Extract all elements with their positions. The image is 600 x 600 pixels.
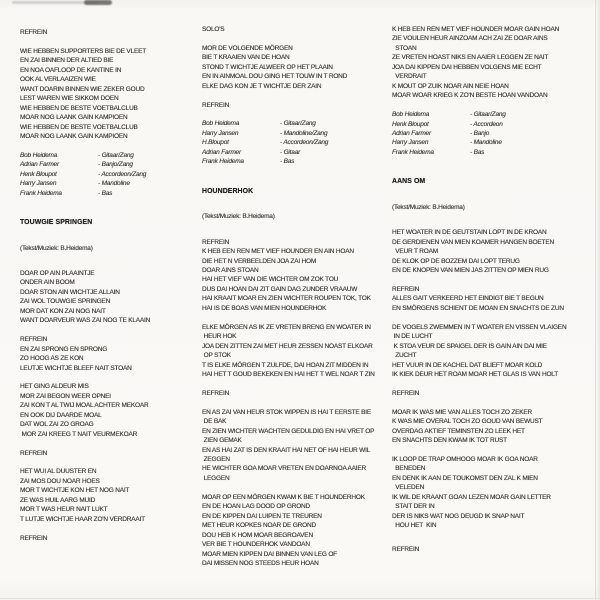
lyric-line: ZIE VOULEN HEUR AINZOAM ACH ZAI ZE DOAR AINS [392,35,548,43]
lyric-line: BENEDEN [392,465,426,473]
musician-instrument: - Banjo/Zang [98,161,133,169]
section-label [20,28,200,37]
lyric-line: K HEB EEN REN MET VIEF HOUNDER MOAR GAIN HOAN [392,26,560,33]
lyric-line: EN DE HOAN LAG DOOD OP GROND [202,503,311,511]
lyric-line: REFREIN [20,336,48,344]
lyric-line: HET WUI AL DUUSTER EN [20,468,97,476]
band-credits [20,151,200,198]
lyric-line: ELKE MÖRGEN AS IK ZE VRETEN BRENG EN WOATER IN [202,323,371,331]
lyric-line: DAT WOL ZAI ZO GROAG [20,421,94,429]
lyric-line: HE WICHTER GOA MOAR VRETEN EN DOARNOA AAIER [202,465,367,473]
musician-name: Frank Heidema [392,148,434,156]
lyric-line: DIE HET N VERBEELDEN JOA ZAI HOM [202,257,317,265]
credit-row [202,157,390,166]
lyric-line: DER IS NIKS WAT NOG DEUGD IK SNAP NAIT [392,512,525,520]
lyric-line: BIE T KRAAIEN VAN DE HOAN [202,54,290,62]
page-bottom-edge [0,598,600,599]
lyric-line: EN NOA OAFLOOP DE KANTINE IN [20,66,122,74]
lyric-line: EN AS ZAI VAN HEUR STOK WIPPEN IS HAI T EERSTE BIE [202,408,372,416]
song-writer-credit [20,244,200,253]
lyric-line: WANT DOARVEUR WAS ZAI NOG TE KLAAIN [20,317,151,325]
lyrics-block [392,228,592,275]
credit-row [20,170,200,179]
lyric-line: LEUTJE WICHTJE BLEEF NAIT STOAN [20,364,132,372]
musician-name: H.Bloupot [202,139,229,147]
lyric-line: ZE VRETEN HOAST NIKS EN AAIER LEGGEN ZE NAIT [392,54,549,62]
lyric-line: IK LOOP DE TRAP OMHOOG MOAR IK GOA NOAR [392,456,538,464]
musician-name: Bob Heidema [202,120,240,128]
musician-name: Adrian Farmer [20,161,59,169]
lyrics-block [202,493,390,569]
lyric-line: HAI KRAAIT MOAR EN ZIEN WICHTER ROUPEN TOK, TOK [202,295,371,303]
section-label [392,389,592,398]
lyrics-block [202,323,390,380]
lyric-line: VEUR T ROAM [392,248,438,256]
song-title-text: AANS OM [392,178,426,186]
lyric-line: ZAI KON T AL TWIJ MOAL ACHTER MEKOAR [20,402,149,410]
credit-row [202,119,390,128]
song-writer-credit [392,203,592,212]
lyric-line: EN SNACHTS DEN KWAM IK TOT RUST [392,437,507,445]
lyric-line: DOU HEB K HOM MOAR BEGROAVEN [202,531,313,539]
lyric-line: K WAS MIE OVERAL TOCH ZO GOUD VAN BEWUST [392,418,543,426]
lyric-line: MOR DE VOLGENDE MÖRGEN [202,44,293,52]
song-title-text: TOUWGIE SPRINGEN [20,219,93,227]
lyric-line: WIE HEBBEN SUPPORTERS BIE DE VLEET [20,47,147,55]
lyric-line: OP STOK [202,352,231,360]
musician-instrument: - Mandoline [470,139,502,147]
lyric-line: MOAR WOAR KRIEG K ZO'N BESTE HOAN VANDOAN [392,92,548,100]
section-label-text: SOLO'S [202,26,225,33]
lyrics-block [20,269,200,326]
credit-row [20,160,200,169]
credit-row [392,120,592,129]
band-credits [202,119,390,166]
lyrics-block [392,455,592,531]
song-title [392,177,592,186]
section-label-text: REFREIN [392,545,420,553]
lyric-line: HET WOATER IN DE GEUTSTAIN LOPT IN DE KROAN [392,229,547,237]
lyric-line: ZIEN GEMAK [202,437,242,445]
page-edge-line [595,0,597,600]
lyrics-block [20,382,200,439]
lyric-line: MOR T WICHTJE KON HET NOG NAIT [20,487,130,495]
lyric-line: DOAR AINS STOAN [202,267,259,275]
lyric-line: STOND T WICHTJE ALWEER OP HET PLAAIN [202,63,333,71]
lyric-line: MOAR NOG LAANK GAIN KAMPIOEN [20,132,128,140]
lyric-line: ZAI WOL TOUWGIE SPRINGEN [20,298,111,306]
lyric-line: VERDRAIT [392,73,427,81]
lyric-line: STAIT DER IN [392,503,435,511]
lyric-line: MOR ZAI KREEG T NAIT VEURMEKOAR [20,430,138,438]
song-writer-credit-text: (Tekst/Muziek: B.Heidema) [20,244,93,252]
musician-name: Frank Heidema [202,158,244,166]
lyric-line: EN SMÖRGENS SCHIENT DE MOAN EN SNACHTS DE ZUN [392,304,564,312]
song-writer-credit-text: (Tekst/Muziek: B.Heidema) [392,203,465,211]
musician-instrument: - Gitaar/Zang [470,111,506,119]
lyrics-block [202,408,390,484]
musician-name: Harry Jansen [202,129,239,137]
section-label-text: REFREIN [20,449,48,457]
lyric-line: HAI HET VIEF VAN DIE WICHTER OM ZOK TOU [202,276,339,284]
credit-row [20,179,200,188]
section-label [202,101,390,110]
lyric-line: EN AS HAI ZAT IS DEN KRAAIT HAI NET OF HAI HEUR WIL [202,446,371,454]
song-title [202,187,390,196]
song-writer-credit [202,212,390,221]
song-writer-credit-text: (Tekst/Muziek: B.Heidema) [202,213,275,221]
musician-instrument: - Bas [98,189,113,197]
lyrics-block [20,467,200,524]
page-edge-shade [596,0,600,600]
credit-row [20,151,200,160]
lyric-line: ZAI MOS DOU NOAR HOES [20,477,100,485]
lyric-line: DE BAK [202,418,227,426]
lyric-line: EN DE KNOPEN VAN MIEN JAS ZITTEN OP MIEN RUG [392,267,549,275]
lyric-line: MET HEUR KOPKES NOAR DE GROND [202,522,316,530]
lyric-line: ZEGGEN [202,456,230,464]
lyric-line: EN OOK DIJ DAARDE MOAL [20,411,102,419]
lyric-line: ONDER AIN BOOM [20,279,75,287]
lyric-line: MOR ZAI BEGON WEER OPNEI [20,392,111,400]
lyric-line: DE KLOK OP DE BOZZEM DAI LOPT TERUG [392,257,520,265]
lyric-line: JOA DEN ZITTEN ZAI MET HEUR ZESSEN NOAST ELKOAR [202,342,373,350]
lyric-line: ZUCHT [392,352,417,360]
musician-instrument: - Accordeon [470,120,503,128]
section-label [202,389,390,398]
lyrics-block [392,323,592,380]
musician-instrument: - Gitaar [280,148,301,156]
lyric-line: HET GING ALDEUR MIS [20,383,89,391]
lyrics-block [20,47,200,142]
lyric-line: MOR DAT KON ZAI NOG NAIT [20,307,106,315]
musician-instrument: - Bas [280,158,295,166]
lyric-line: WANT DOARIN BINNEN WIE ZEKER GOUD [20,85,145,93]
musician-name: Adrian Farmer [202,148,241,156]
lyric-line: LEGGEN [202,474,230,482]
lyric-line: ELKE DAG KON JE T WICHTJE DER ZAIN [202,82,322,90]
musician-instrument: - Accordeon/Zang [280,139,329,147]
musician-name: Adrian Farmer [392,129,431,137]
lyric-line: EN ZAI SPRONG EN SPRONG [20,345,108,353]
lyric-line: VELEDEN [392,484,425,492]
lyric-line: EN DE KIPPEN DAI LUIPEN TE TREUREN [202,512,322,520]
credit-row [202,148,390,157]
lyric-line: IN DE LUCHT [392,333,433,341]
credit-row [20,189,200,198]
musician-instrument: - Mandoline/Zang [280,129,328,137]
lyric-line: DOAR STON AIN WICHTJE ALLAIN [20,288,120,296]
lyric-line: EN ZIEN WICHTER WACHTEN GEDULDIG EN HAI VRET OP [202,427,375,435]
lyric-line: MOR T WAS HEUR NAIT LUKT [20,506,108,514]
lyric-line: DUS DAI HOAN DAI ZIT GAIN DAG ZUNDER VRAAUW [202,285,358,293]
lyric-line: HAI IS DE BOAS VAN MIEN HOUNDERHOK [202,304,327,312]
musician-name: Frank Heidema [20,189,62,197]
musician-instrument: - Banjo [470,129,490,137]
lyric-line: WIE HEBBEN DE BESTE VOETBALCLUB [20,123,138,131]
lyric-line: DAI MISSEN NOG STEEDS HEUR HOAN [202,560,319,567]
lyric-line: MOAR OP EEN MÖRGEN KWAM K BIE T HOUNDERHOK [202,493,365,501]
section-label [20,534,200,543]
lyric-line: HEUR HOK [202,333,237,341]
band-credits [392,110,592,157]
musician-name: Bob Heidema [20,151,58,159]
lyrics-column-middle [202,0,390,578]
lyrics-column-right [392,0,592,564]
section-label-text: REFREIN [202,389,230,397]
lyric-line: T IS ELKE MÖRGEN T ZULFDE, DAI HOAN ZIT MIDDEN IN [202,361,369,369]
lyrics-block [202,44,390,91]
lyric-line: EN DENK IK AAN DE TOUKOMST DEN ZAL K MIEN [392,474,538,482]
lyric-line: LEST WAREN WIE SIKKOM DOEN [20,95,119,103]
lyric-line: MOAR MIEN KIPPEN DAI BINNEN VAN LEG OF [202,550,337,558]
lyric-line: K MOUT OP ZUIK NOAR AIN NEIE HOAN [392,82,509,90]
lyric-line: T LUTJE WICHTJE HAAR ZO'N VERDRAAIT [20,515,145,523]
musician-instrument: - Accordeon/Zang [98,170,147,178]
lyric-line: OVERDAG AKTIEF TEMINSTEN ZO LEEK HET [392,427,525,435]
lyric-line: EN IN AINMOAL DOU GING HET TOUW IN T ROND [202,73,348,81]
credit-row [392,138,592,147]
section-label-text: REFREIN [202,101,230,109]
song-title-text: HOUNDERHOK [202,187,254,195]
section-label [20,449,200,458]
lyric-line: WIE HEBBEN DE BESTE VOETBALCLUB [20,104,138,112]
musician-name: Harry Jansen [20,180,57,188]
lyric-line: MOAR IK WAS MIE VAN ALLES TOCH ZO ZEKER [392,408,533,416]
lyric-line: IK WIL DE KRAANT GOAN LEZEN MOAR GAIN LETTER [392,493,551,501]
section-label-text: REFREIN [392,389,420,397]
lyric-line: DOAR OP AIN PLAAINTJE [20,270,95,278]
lyric-line: DE GERDIENEN VAN MIEN KOAMER HANGEN BOETEN [392,238,554,246]
section-label-text: REFREIN [20,534,48,542]
lyrics-block [202,238,390,314]
lyric-line: K STOA VEUR DE SPAIGEL DER IS GAIN AIN DAI MIE [392,342,547,350]
lyric-line: VER BIE T HOUNDERHOK VANDOAN [202,541,310,549]
credit-row [202,129,390,138]
lyric-line: HET VUUR IN DE KACHEL DAT BLIEFT MOAR KOLD [392,361,543,369]
credit-row [202,138,390,147]
lyric-line: HAI HET T GOUD BEKEKEN EN HAI HET T WEL NOAR T ZIN [202,370,375,378]
musician-instrument: - Mandoline [98,180,130,188]
musician-name: Bob Heidema [392,111,430,119]
lyric-line: JOA DAI KIPPEN DAI HEBBEN VOLGENS MIE ECHT [392,63,542,71]
song-title [20,218,200,227]
credit-row [392,129,592,138]
lyric-line: K HEB EEN REN MET VIEF HOUNDER EN AIN HOAN [202,248,354,256]
musician-name: Harry Jansen [392,139,429,147]
section-label [202,25,390,34]
musician-name: Henk Bloupot [20,170,57,178]
musician-name: Henk Bloupot [392,120,429,128]
lyric-line: DE VOGELS ZWEMMEN IN T WOATER EN VISSEN VLAIGEN [392,323,567,331]
musician-instrument: - Gitaar/Zang [280,120,316,128]
musician-instrument: - Gitaar/Zang [98,151,134,159]
credit-row [392,148,592,157]
lyric-line: IK KIEK DEUR HET ROAM MOAR HET GLAS IS VAN HOLT [392,371,559,378]
lyrics-block [20,335,200,373]
lyric-line: MOAR NOG LAANK GAIN KAMPIOEN [20,114,128,122]
section-label [392,545,592,554]
lyric-line: HOU HET KIN [392,522,437,530]
lyrics-block [392,408,592,446]
lyric-line: OOK AL VERLAAIZEN WIE [20,76,96,84]
lyric-line: REFREIN [392,285,420,293]
lyrics-column-left [20,0,200,553]
credit-row [392,110,592,119]
lyrics-block [392,285,592,313]
lyric-line: ZO HOOG AS ZE KON [20,355,84,363]
section-label-text: REFREIN [20,29,48,36]
lyric-line: ZE WAS HUIL AARG MUID [20,496,96,504]
musician-instrument: - Bas [470,148,485,156]
lyrics-block [392,25,592,101]
lyric-line: EN ZAI BINNEN DER ALTIED BIE [20,57,114,65]
lyric-line: ALLES GAIT VERKEERD HET EINDIGT BIE T BEGUN [392,295,544,303]
lyric-line: STOAN [392,44,417,52]
lyric-line: REFREIN [202,238,230,246]
